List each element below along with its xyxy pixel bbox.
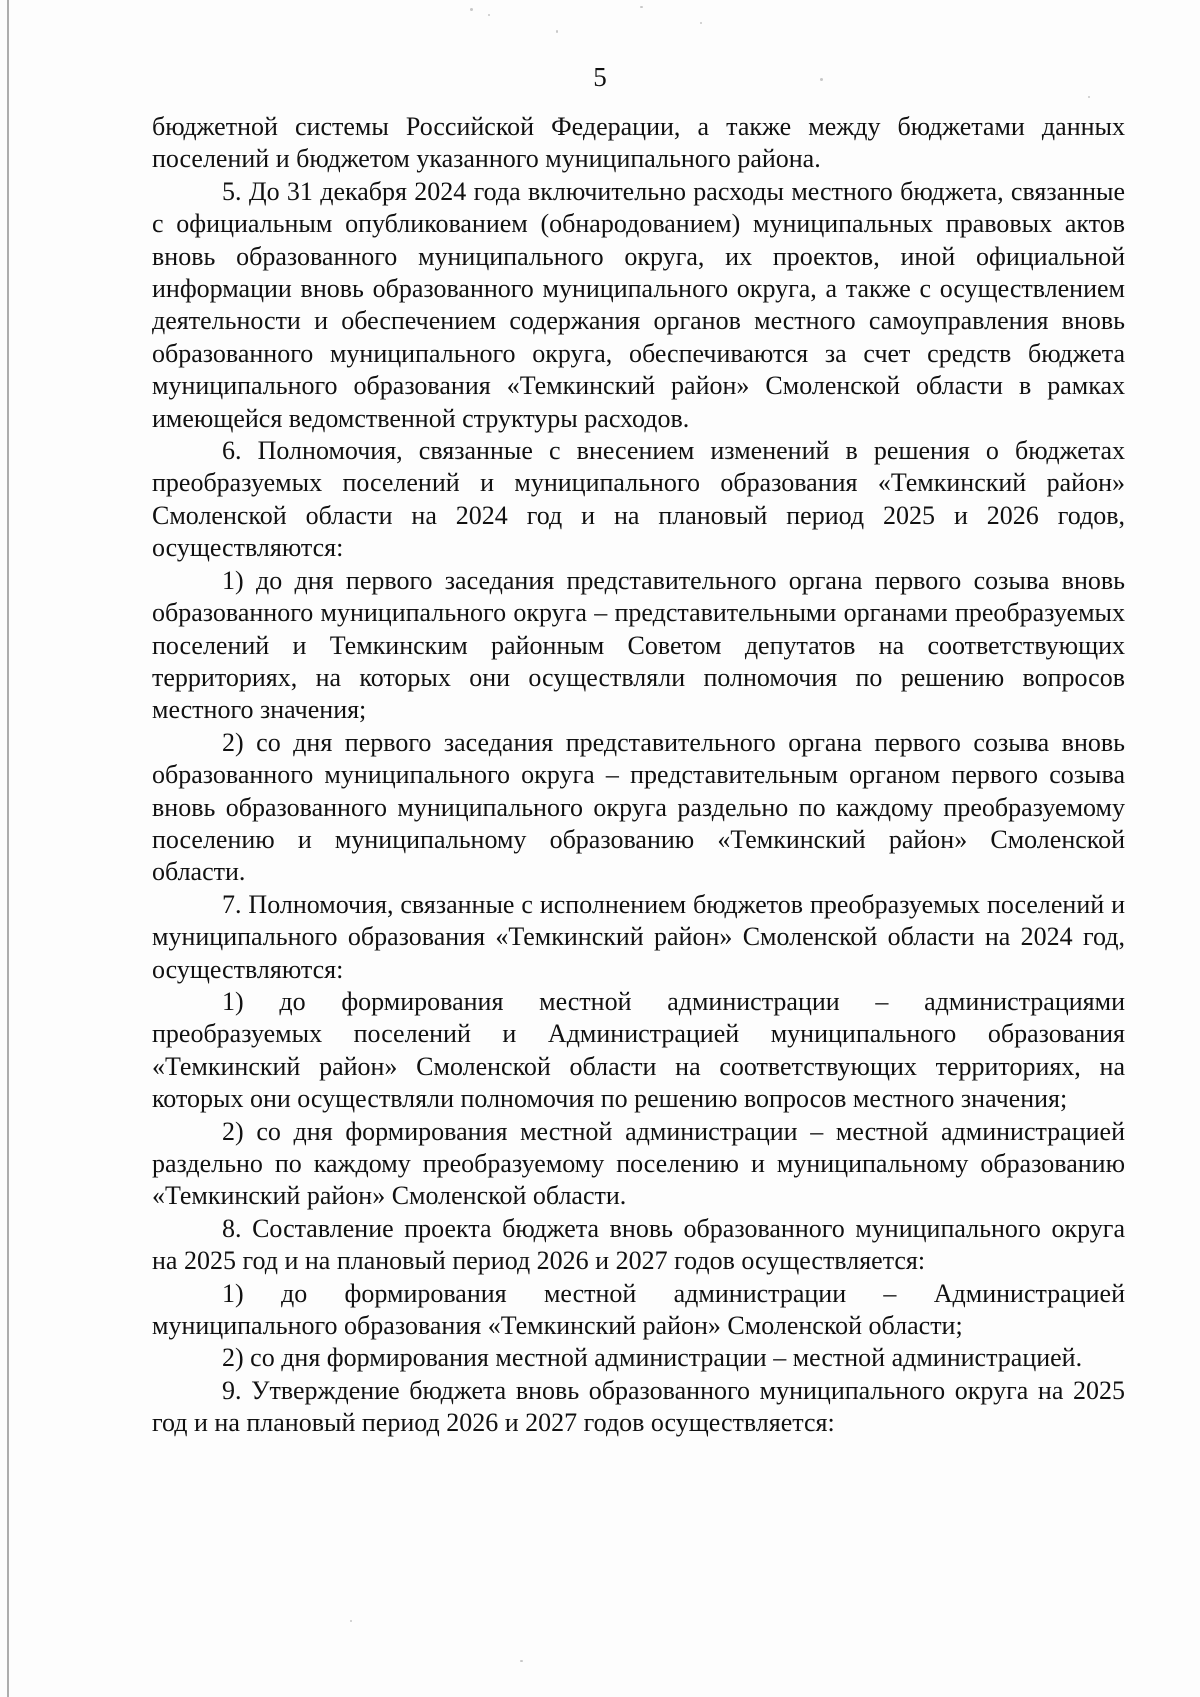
paragraph-6: 6. Полномочия, связанные с внесением изменений в решения о бюджетах преобразуемых поселений и муниципального образования «Темкинский район» Смоленской области на 2024 год и на плановый период 2025 и 2026 годов, осуществляются: [152, 436, 1125, 563]
scan-speck [520, 1660, 523, 1662]
paragraph-8-item-2: 2) со дня формирования местной администрации – местной администрацией. [222, 1343, 1083, 1373]
scan-edge-line [7, 0, 9, 1697]
document-body [152, 111, 1125, 1440]
paragraph-5: 5. До 31 декабря 2024 года включительно расходы местного бюджета, связанные с официальным опубликованием (обнародованием) муниципальных правовых актов вновь образованного муниципального округа, их проектов, иной официальной информации вновь образованного муниципального округа, а также с осуществлением деятельности и обеспечением содержания органов местного самоуправления вновь образованного муниципального округа, обеспечиваются за счет средств бюджета муниципального образования «Темкинский район» Смоленской области в рамках имеющейся ведомственной структуры расходов. [152, 176, 1125, 433]
scan-speck [1088, 96, 1090, 98]
scan-speck [350, 1620, 352, 1622]
paragraph-6-item-1: 1) до дня первого заседания представительного органа первого созыва вновь образованного муниципального округа – представительными органами преобразуемых поселений и Темкинским районным Советом депутатов на соответствующих территориях, на которых они осуществляли полномочия по решению вопросов местного значения; [152, 565, 1125, 725]
page-number: 5 [593, 62, 607, 92]
scan-speck [488, 14, 490, 16]
scan-speck [640, 6, 643, 8]
paragraph-7-item-2: 2) со дня формирования местной администрации – местной администрацией раздельно по каждому преобразуемому поселению и муниципальному образованию «Темкинский район» Смоленской области. [152, 1116, 1125, 1211]
scan-speck [700, 22, 702, 24]
paragraph-8-item-1: 1) до формирования местной администрации – Администрацией муниципального образования «Темкинский район» Смоленской области; [152, 1278, 1125, 1341]
paragraph-7-item-1: 1) до формирования местной администрации – администрациями преобразуемых поселений и Администрацией муниципального образования «Темкинский район» Смоленской области на соответствующих территориях, на которых они осуществляли полномочия по решению вопросов местного значения; [152, 986, 1125, 1114]
paragraph-continuation: бюджетной системы Российской Федерации, а также между бюджетами данных поселений и бюджетом указанного муниципального района. [152, 112, 1125, 174]
scan-speck [470, 8, 473, 11]
paragraph-7: 7. Полномочия, связанные с исполнением бюджетов преобразуемых поселений и муниципального образования «Темкинский район» Смоленской области на 2024 год, осуществляются: [152, 889, 1125, 984]
paragraph-8: 8. Составление проекта бюджета вновь образованного муниципального округа на 2025 год и на плановый период 2026 и 2027 годов осуществляется: [152, 1213, 1125, 1276]
paragraph-9: 9. Утверждение бюджета вновь образованного муниципального округа на 2025 год и на плановый период 2026 и 2027 годов осуществляется: [152, 1375, 1125, 1438]
paragraph-6-item-2: 2) со дня первого заседания представительного органа первого созыва вновь образованного муниципального округа – представительным органом первого созыва вновь образованного муниципального округа раздельно по каждому преобразуемому поселению и муниципальному образованию «Темкинский район» Смоленской области. [152, 727, 1125, 887]
scan-speck [556, 30, 558, 33]
